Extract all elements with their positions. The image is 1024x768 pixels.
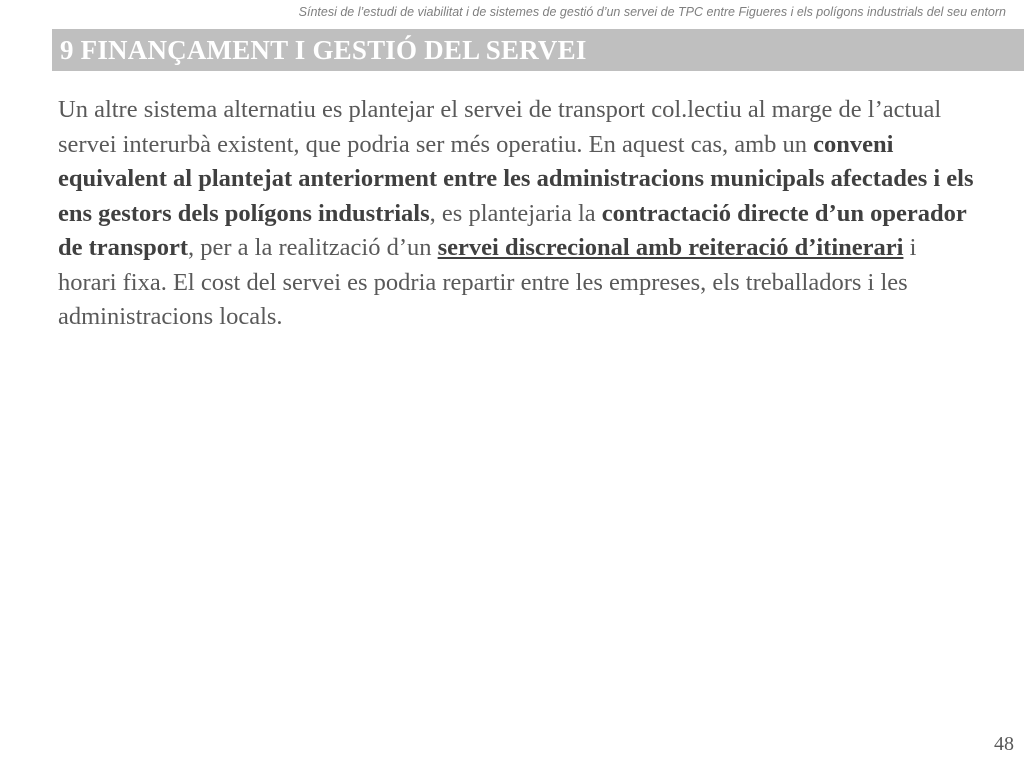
bold-run-conveni: conveni equivalent al plantejat anteriorment entre les administracions municipals afectades i els ens gestors dels polígons industrials [58,130,974,227]
text-run-1: Un altre sistema alternatiu es plantejar el servei de transport col.lectiu al marge de l’actual servei interurbà existent, que podria ser més operatiu. En aquest cas, amb un [58,96,942,158]
page-number: 48 [994,733,1014,755]
text-run-4: i horari fixa. El cost del servei es podria repartir entre les empreses, els treballadors i les administracions locals. [58,234,917,330]
bold-underlined-run-servei [438,234,904,261]
text-run-3: , per a la realització d’un [187,234,438,261]
slide-title: 9 FINANÇAMENT I GESTIÓ DEL SERVEI [60,34,587,65]
body-paragraph [58,93,978,335]
bold-run-contractacio: contractació directe d’un operador de transport [58,199,967,261]
underlined-text: servei discrecional amb reiteració d’itinerari [437,234,904,261]
running-header: Síntesi de l’estudi de viabilitat i de sistemes de gestió d’un servei de TPC entre Figueres i els polígons industrials del seu entorn [298,5,1006,19]
text-run-2: , es plantejaria la [429,199,602,227]
slide-title-bar [52,29,1024,71]
